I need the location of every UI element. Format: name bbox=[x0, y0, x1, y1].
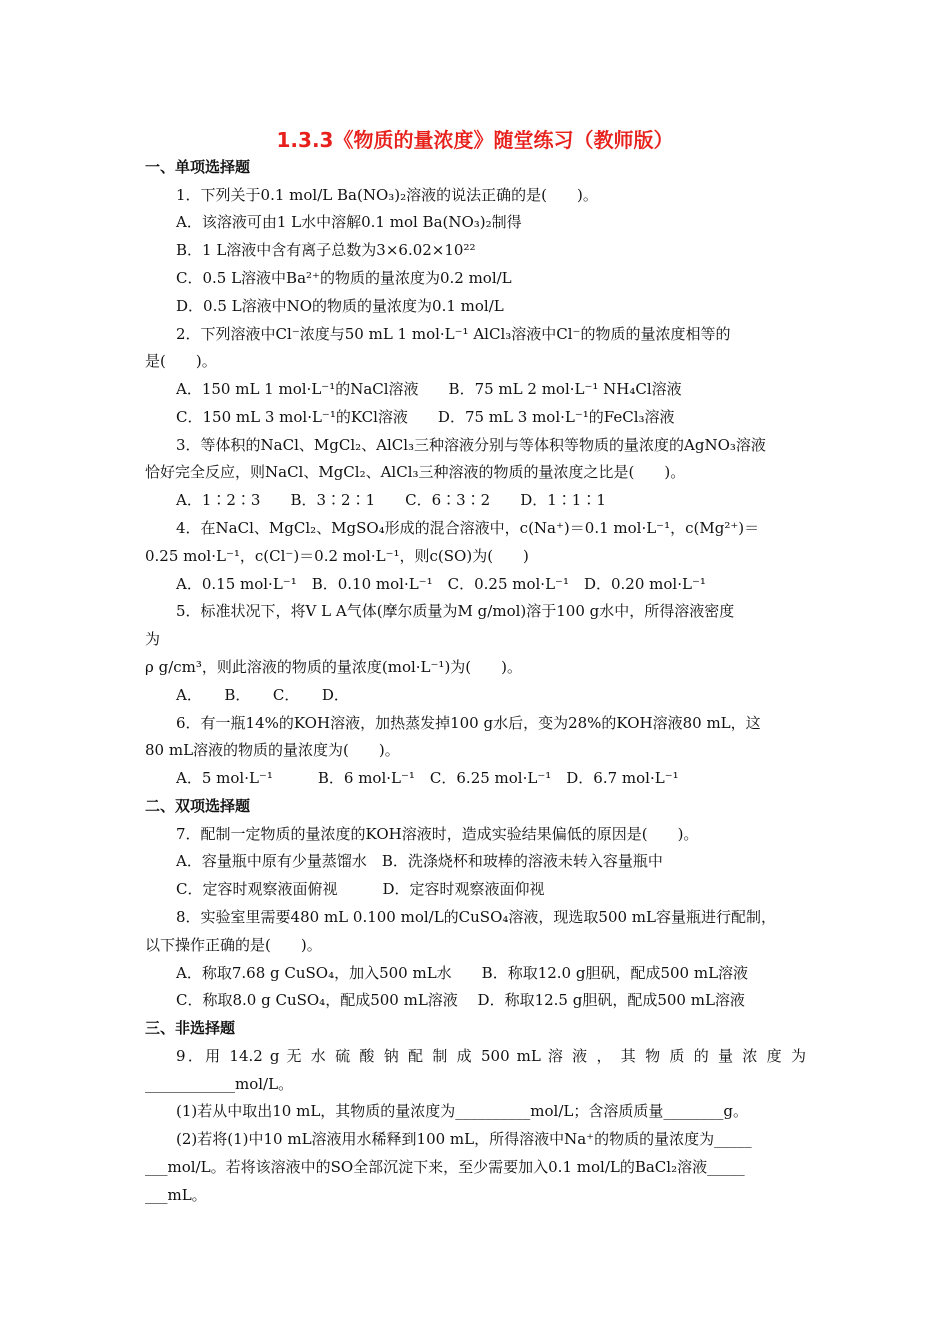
question-6-cont: 80 mL溶液的物质的量浓度为( )。 bbox=[145, 741, 400, 759]
question-4: 4．在NaCl、MgCl₂、MgSO₄形成的混合溶液中，c(Na⁺)＝0.1 mol·L⁻¹，c(Mg²⁺)＝ bbox=[176, 519, 760, 537]
q7-options-cd: C．定容时观察液面俯视 D．定容时观察液面仰视 bbox=[176, 880, 545, 898]
q1-option-b: B．1 L溶液中含有离子总数为3×6.02×10²² bbox=[176, 241, 476, 259]
question-5-cont-2: ρ g/cm³，则此溶液的物质的量浓度(mol·L⁻¹)为( )。 bbox=[145, 658, 523, 676]
section-heading-non-choice: 三、非选择题 bbox=[145, 1019, 236, 1037]
question-9: 9．用 14.2 g 无 水 硫 酸 钠 配 制 成 500 mL 溶 液 ， 其 物 质 的 量 浓 度 为 bbox=[176, 1047, 806, 1065]
q5-options: A． B． C． D． bbox=[176, 686, 349, 704]
question-8-cont: 以下操作正确的是( )。 bbox=[145, 936, 322, 954]
q9-part-2: (2)若将(1)中10 mL溶液用水稀释到100 mL，所得溶液中Na⁺的物质的量浓度为_____ bbox=[176, 1130, 752, 1148]
q2-options-cd: C．150 mL 3 mol·L⁻¹的KCl溶液 D．75 mL 3 mol·L⁻¹的FeCl₃溶液 bbox=[176, 408, 675, 426]
q2-options-ab: A．150 mL 1 mol·L⁻¹的NaCl溶液 B．75 mL 2 mol·L⁻¹ NH₄Cl溶液 bbox=[176, 380, 682, 398]
q9-part-2-cont-2: ___mL。 bbox=[145, 1186, 207, 1204]
q8-options-cd: C．称取8.0 g CuSO₄，配成500 mL溶液 D．称取12.5 g胆矾，配成500 mL溶液 bbox=[176, 991, 745, 1009]
q9-part-1: (1)若从中取出10 mL，其物质的量浓度为__________mol/L；含溶质质量________g。 bbox=[176, 1102, 748, 1120]
question-8: 8．实验室里需要480 mL 0.100 mol/L的CuSO₄溶液，现选取500 mL容量瓶进行配制， bbox=[176, 908, 776, 926]
page-title: 1.3.3《物质的量浓度》随堂练习（教师版） bbox=[276, 128, 674, 152]
question-4-cont: 0.25 mol·L⁻¹，c(Cl⁻)＝0.2 mol·L⁻¹，则c(SO)为( ) bbox=[145, 547, 529, 565]
question-1: 1．下列关于0.1 mol/L Ba(NO₃)₂溶液的说法正确的是( )。 bbox=[176, 186, 598, 204]
q4-options: A．0.15 mol·L⁻¹ B．0.10 mol·L⁻¹ C．0.25 mol·L⁻¹ D．0.20 mol·L⁻¹ bbox=[176, 575, 706, 593]
section-heading-double-choice: 二、双项选择题 bbox=[145, 797, 251, 815]
q6-options: A．5 mol·L⁻¹ B．6 mol·L⁻¹ C．6.25 mol·L⁻¹ D．6.7 mol·L⁻¹ bbox=[176, 769, 679, 787]
q3-options: A．1∶2∶3 B．3∶2∶1 C．6∶3∶2 D．1∶1∶1 bbox=[176, 491, 606, 509]
q1-option-c: C．0.5 L溶液中Ba²⁺的物质的量浓度为0.2 mol/L bbox=[176, 269, 512, 287]
question-6: 6．有一瓶14%的KOH溶液，加热蒸发掉100 g水后，变为28%的KOH溶液80 mL，这 bbox=[176, 714, 761, 732]
question-7: 7．配制一定物质的量浓度的KOH溶液时，造成实验结果偏低的原因是( )。 bbox=[176, 825, 699, 843]
q8-options-ab: A．称取7.68 g CuSO₄，加入500 mL水 B．称取12.0 g胆矾，配成500 mL溶液 bbox=[176, 964, 749, 982]
question-2-cont: 是( )。 bbox=[145, 352, 217, 370]
question-9-blank-line: ____________mol/L。 bbox=[145, 1075, 294, 1093]
question-2: 2．下列溶液中Cl⁻浓度与50 mL 1 mol·L⁻¹ AlCl₃溶液中Cl⁻的物质的量浓度相等的 bbox=[176, 325, 731, 343]
question-3-cont: 恰好完全反应，则NaCl、MgCl₂、AlCl₃三种溶液的物质的量浓度之比是( )。 bbox=[145, 463, 686, 481]
question-5: 5．标准状况下，将V L A气体(摩尔质量为M g/mol)溶于100 g水中，所得溶液密度 bbox=[176, 602, 735, 620]
section-heading-single-choice: 一、单项选择题 bbox=[145, 158, 251, 176]
q9-part-2-cont: ___mol/L。若将该溶液中的SO全部沉淀下来，至少需要加入0.1 mol/L的BaCl₂溶液_____ bbox=[145, 1158, 745, 1176]
question-3: 3．等体积的NaCl、MgCl₂、AlCl₃三种溶液分别与等体积等物质的量浓度的AgNO₃溶液 bbox=[176, 436, 766, 454]
q1-option-a: A．该溶液可由1 L水中溶解0.1 mol Ba(NO₃)₂制得 bbox=[176, 213, 522, 231]
question-5-cont: 为 bbox=[145, 630, 161, 648]
q7-options-ab: A．容量瓶中原有少量蒸馏水 B．洗涤烧杯和玻棒的溶液未转入容量瓶中 bbox=[176, 852, 663, 870]
q1-option-d: D．0.5 L溶液中NO的物质的量浓度为0.1 mol/L bbox=[176, 297, 504, 315]
